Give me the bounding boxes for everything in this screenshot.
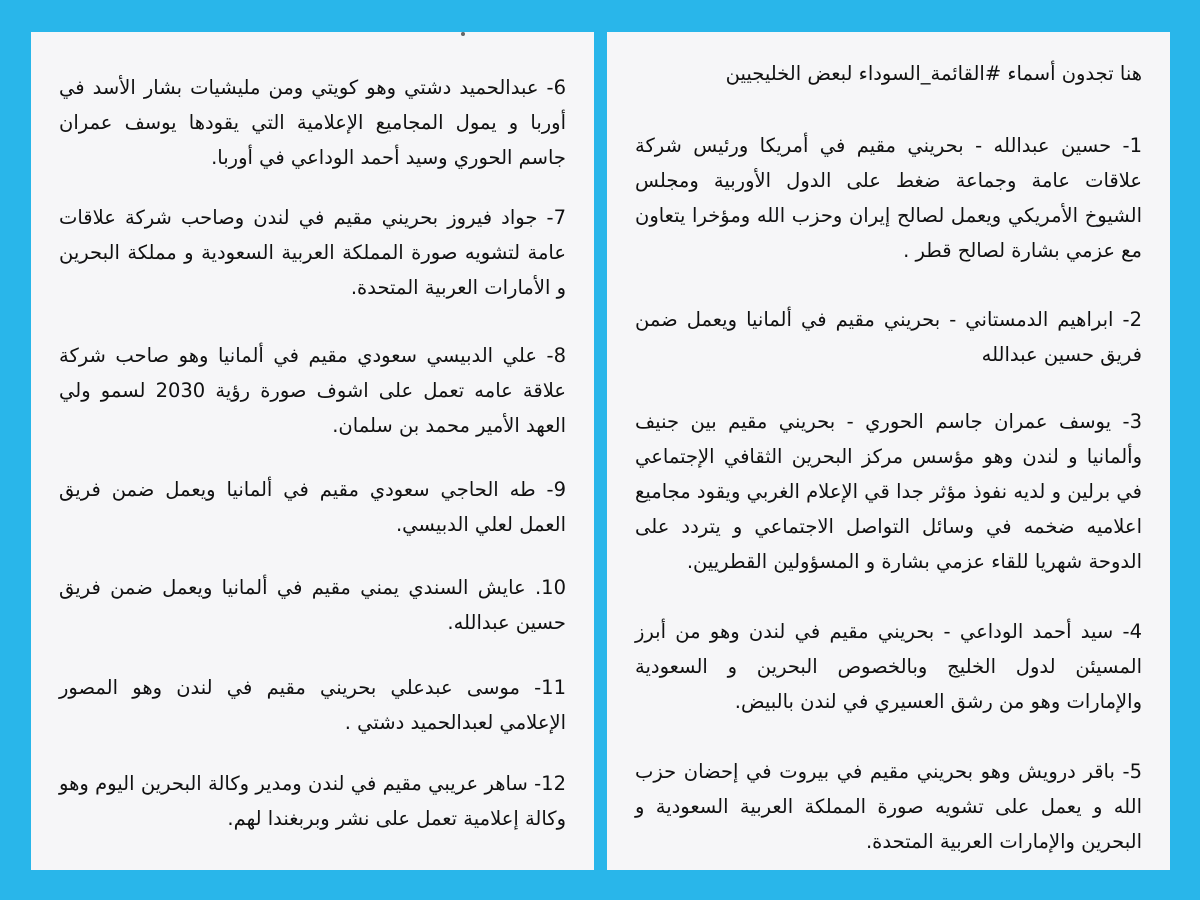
list-item-1: 1- حسين عبدالله - بحريني مقيم في أمريكا ورئيس شركة علاقات عامة وجماعة ضغط على الدول الأوربية ومجلس الشيوخ الأمريكي ويعمل لصالح إيران وحزب الله ومؤخرا يتعاون مع عزمي بشارة لصالح قطر . xyxy=(635,134,1142,262)
page-dot-mark xyxy=(461,32,465,36)
list-item-2: 2- ابراهيم الدمستاني - بحريني مقيم في ألمانيا ويعمل ضمن فريق حسين عبدالله xyxy=(635,308,1142,366)
list-item-5: 5- باقر درويش وهو بحريني مقيم في بيروت في إحضان حزب الله و يعمل على تشويه صورة المملكة العربية السعودية و البحرين والإمارات العربية المتحدة. xyxy=(635,760,1142,853)
list-item-8: 8- علي الدبيسي سعودي مقيم في ألمانيا وهو صاحب شركة علاقة عامه تعمل على اشوف صورة رؤية 2030 لسمو ولي العهد الأمير محمد بن سلمان. xyxy=(59,344,566,437)
list-item-4: 4- سيد أحمد الوداعي - بحريني مقيم في لندن وهو من أبرز المسيئن لدول الخليج وبالخصوص البحرين و السعودية والإمارات وهو من رشق العسيري في لندن بالبيض. xyxy=(635,620,1142,713)
list-item-6: 6- عبدالحميد دشتي وهو كويتي ومن مليشيات بشار الأسد في أوربا و يمول المجاميع الإعلامية التي يقودها يوسف عمران جاسم الحوري وسيد أحمد الوداعي في أوربا. xyxy=(59,76,566,169)
document-page-left xyxy=(31,32,594,870)
list-item-9: 9- طه الحاجي سعودي مقيم في ألمانيا ويعمل ضمن فريق العمل لعلي الدبيسي. xyxy=(59,478,566,536)
intro-line: هنا تجدون أسماء #القائمة_السوداء لبعض الخليجيين xyxy=(725,62,1142,85)
list-item-7: 7- جواد فيروز بحريني مقيم في لندن وصاحب شركة علاقات عامة لتشويه صورة المملكة العربية السعودية و مملكة البحرين و الأمارات العربية المتحدة. xyxy=(59,206,566,299)
list-item-11: 11- موسى عبدعلي بحريني مقيم في لندن وهو المصور الإعلامي لعبدالحميد دشتي . xyxy=(59,676,566,734)
list-item-10: 10. عايش السندي يمني مقيم في ألمانيا ويعمل ضمن فريق حسين عبدالله. xyxy=(59,576,566,634)
list-item-12: 12- ساهر عريبي مقيم في لندن ومدير وكالة البحرين اليوم وهو وكالة إعلامية تعمل على نشر وبربغندا لهم. xyxy=(59,772,566,830)
document-page-right xyxy=(607,32,1170,870)
list-item-3: 3- يوسف عمران جاسم الحوري - بحريني مقيم بين جنيف وألمانيا و لندن وهو مؤسس مركز البحرين الثقافي الإجتماعي في برلين و لديه نفوذ مؤثر جدا قي الإعلام الغربي ويقود مجاميع اعلاميه ضخمه في وسائل التواصل الاجتماعي و يتردد على الدوحة شهريا للقاء عزمي بشارة و المسؤولين القطريين. xyxy=(635,410,1142,573)
